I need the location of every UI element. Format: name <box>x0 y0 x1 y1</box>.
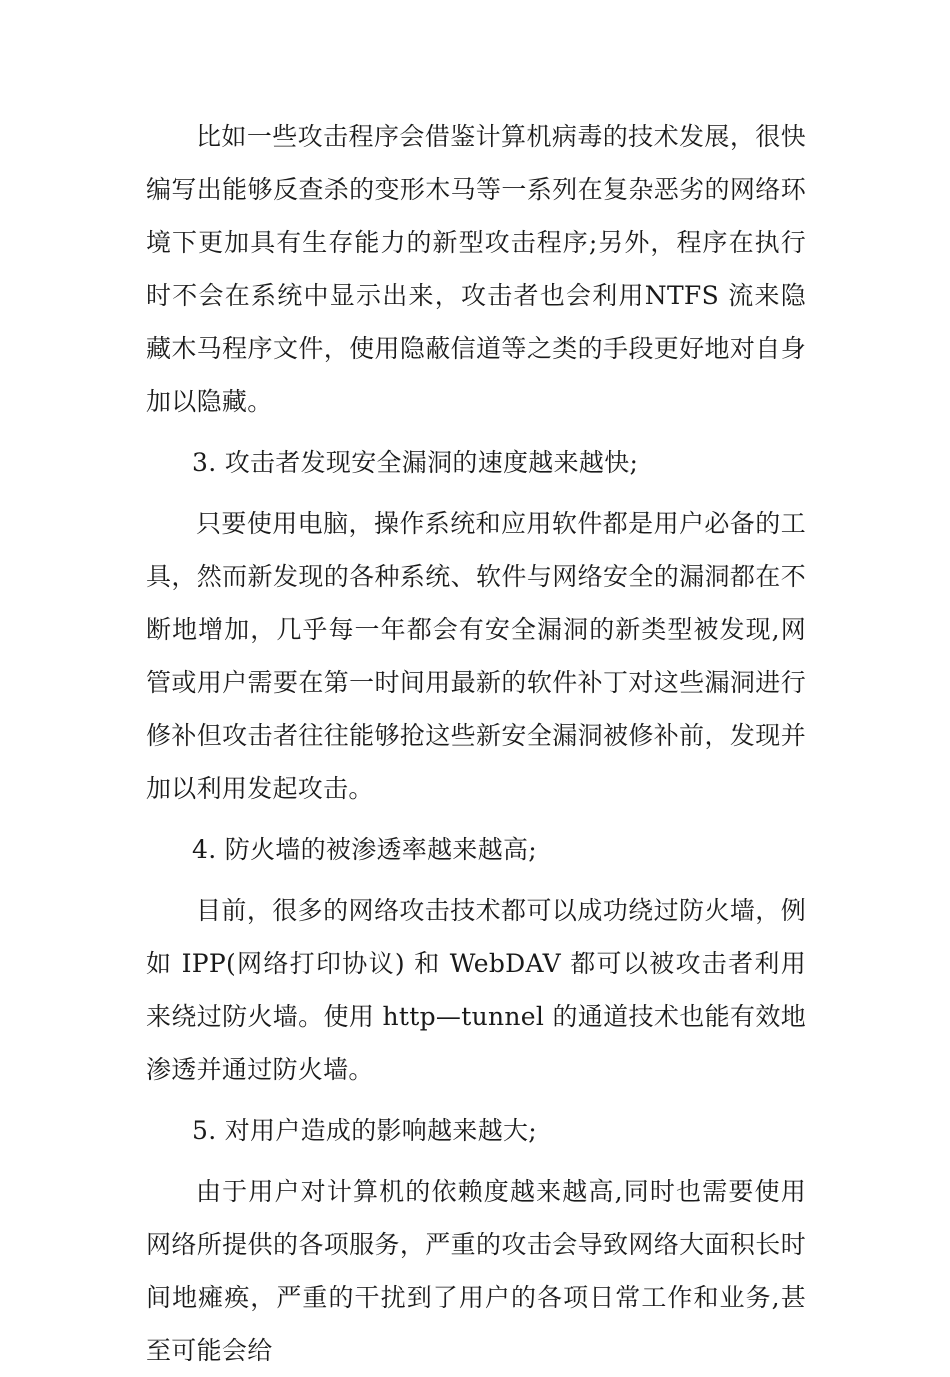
paragraph-firewall-penetration: 目前，很多的网络攻击技术都可以成功绕过防火墙，例如 IPP(网络打印协议) 和 WebDAV 都可以被攻击者利用来绕过防火墙。使用 http—tunnel 的通道技术也能有效地渗透并通过防火墙。 <box>146 896 806 1084</box>
document-body <box>146 110 806 1377</box>
paragraph-trojan-evolution: 比如一些攻击程序会借鉴计算机病毒的技术发展，很快编写出能够反查杀的变形木马等一系列在复杂恶劣的网络环境下更加具有生存能力的新型攻击程序;另外，程序在执行时不会在系统中显示出来，攻击者也会利用NTFS 流来隐藏木马程序文件，使用隐蔽信道等之类的手段更好地对自身加以隐藏。 <box>146 122 806 416</box>
paragraph-vulnerability-speed: 只要使用电脑，操作系统和应用软件都是用户必备的工具，然而新发现的各种系统、软件与网络安全的漏洞都在不断地增加，几乎每一年都会有安全漏洞的新类型被发现,网管或用户需要在第一时间用最新的软件补丁对这些漏洞进行修补但攻击者往往能够抢这些新安全漏洞被修补前，发现并加以利用发起攻击。 <box>146 509 806 803</box>
heading-vulnerability-speed: 3. 攻击者发现安全漏洞的速度越来越快; <box>192 448 639 477</box>
heading-user-impact: 5. 对用户造成的影响越来越大; <box>192 1116 538 1145</box>
paragraph-user-impact: 由于用户对计算机的依赖度越来越高,同时也需要使用网络所提供的各项服务，严重的攻击会导致网络大面积长时间地瘫痪，严重的干扰到了用户的各项日常工作和业务,甚至可能会给 <box>146 1177 806 1365</box>
heading-firewall-penetration: 4. 防火墙的被渗透率越来越高; <box>192 835 538 864</box>
